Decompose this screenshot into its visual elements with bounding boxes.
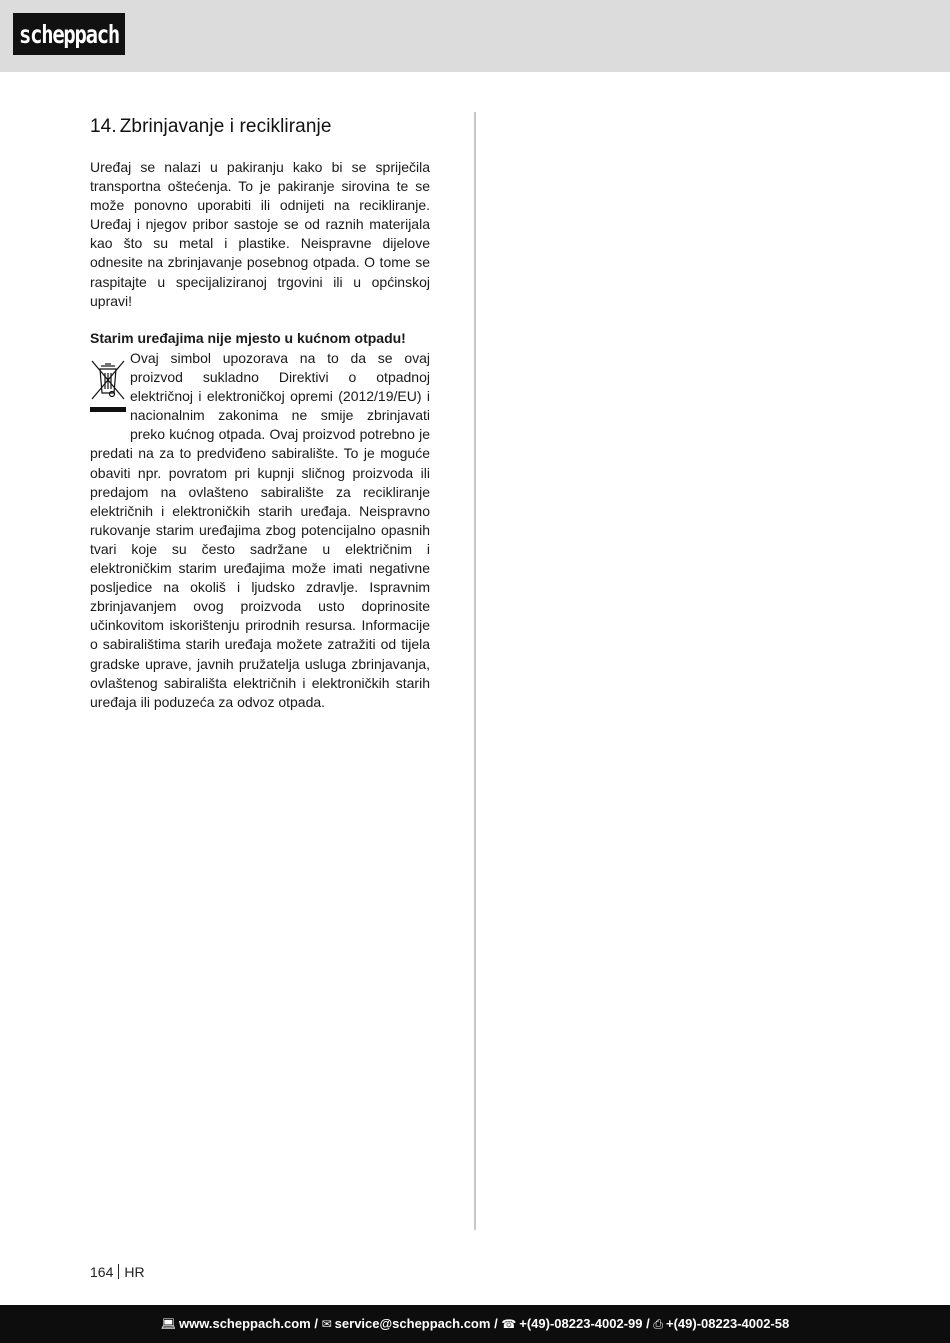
contact-footer: 💻︎ www.scheppach.com / ✉ service@scheppach.com / ☎ +(49)-08223-4002-99 / ⎙ +(49)-08223-4002-58 [0,1305,950,1343]
column-divider [474,112,476,1230]
email-icon: ✉ [321,1317,332,1331]
section-number: 14. [90,116,117,137]
section-title-text: Zbrinjavanje i recikliranje [119,116,332,137]
disposal-paragraph: Uređaj se nalazi u pakiranju kako bi se spriječila transportna oštećenja. To je pakiranje sirovina te se može ponovno uporabiti ili odnijeti na recikliranje. Uređaj i njegov pribor sastoje se od raznih materijala kao što su metal i plastike. Neispravne dijelove odnesite na zbrinjavanje posebnog otpada. O tome se raspitajte u specijaliziranoj trgovini ili u općinskoj upravi! [90,159,430,309]
scheppach-logo: scheppach [13,13,125,55]
fax-icon: ⎙ [653,1317,663,1331]
page-number: 164 HR [90,1264,145,1280]
website-link[interactable]: www.scheppach.com [179,1316,311,1331]
fax-number: +(49)-08223-4002-58 [665,1316,790,1331]
section-title [90,116,332,138]
warning-heading: Starim uređajima nije mjesto u kućnom otpadu! [90,330,406,346]
phone-icon: ☎ [501,1317,517,1331]
page-header [0,0,950,72]
weee-paragraph: Ovaj simbol upozorava na to da se ovaj proizvod sukladno Direktivi o otpadnoj električnoj i elektroničkoj opremi (2012/19/EU) i nacionalnim zakonima ne smije zbrinjavati preko kućnog otpada. Ovaj proizvod potrebno je predati na za to predviđeno sabiralište. To je moguće obaviti npr. povratom pri kupnji sličnog proizvoda ili predajom na ovlašteno sabiralište za recikliranje električnih i elektroničkih starih uređaja. Neispravno rukovanje starim uređajima zbog potencijalno opasnih tvari koje su često sadržane u električnim i elektroničkim starim uređajima može imati negativne posljedice na okoliš i ljudsko zdravlje. Ispravnim zbrinjavanjem ovog proizvoda usto doprinosite učinkovitom iskorištenju prirodnih resursa. Informacije o sabiralištima starih uređaja možete zatražiti od tijela gradske uprave, javnih pružatelja usluga zbrinjavanja, ovlaštenog sabirališta električnih i elektroničkih starih uređaja ili poduzeća za odvoz otpada. [90,350,430,710]
email-link[interactable]: service@scheppach.com [334,1316,491,1331]
computer-icon: 💻︎ [160,1317,176,1331]
crossed-bin-icon [90,359,126,415]
phone-number: +(49)-08223-4002-99 [519,1316,643,1331]
